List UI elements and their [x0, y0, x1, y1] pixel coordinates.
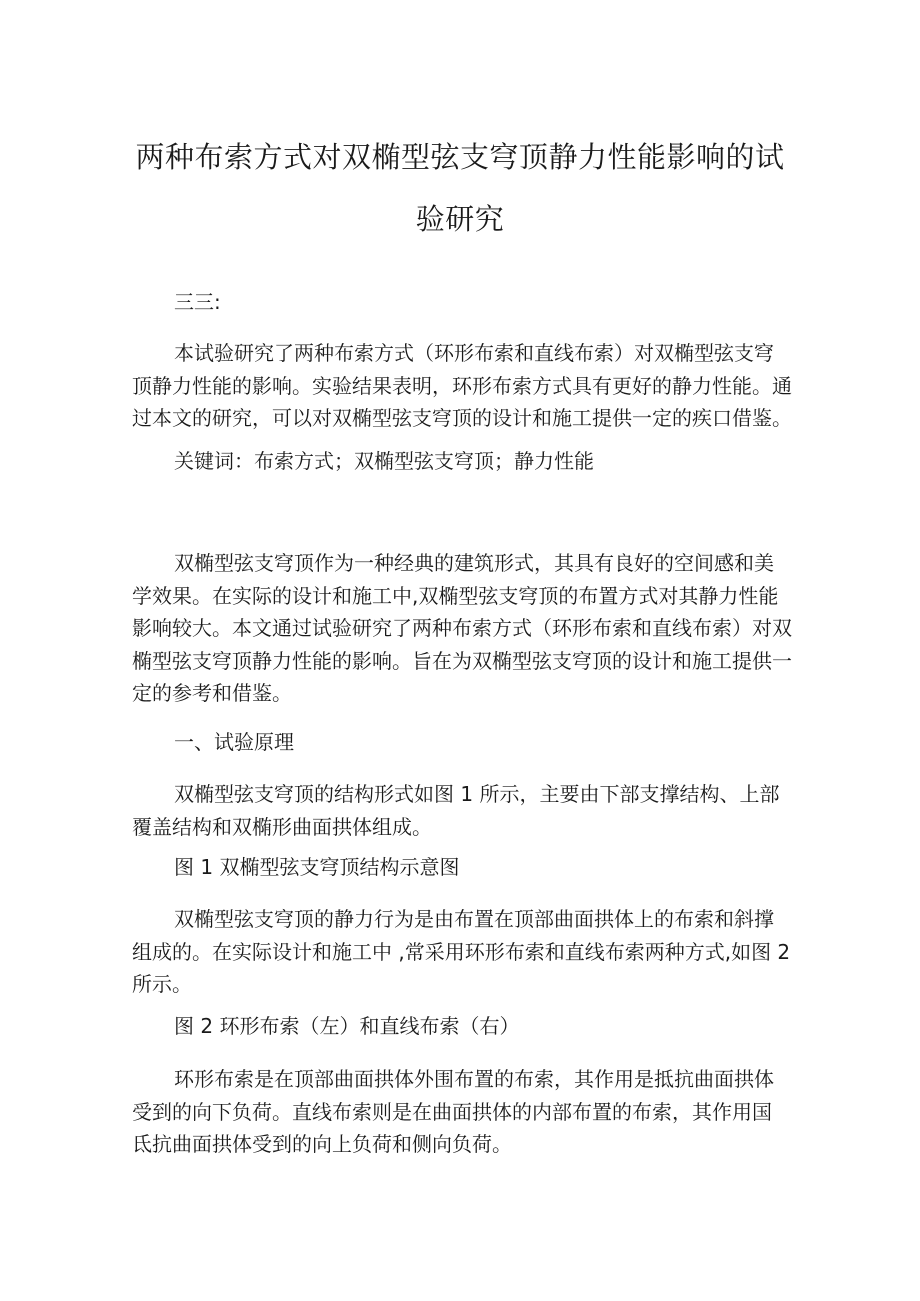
paragraph-line: 环形布索是在顶部曲面拱体外围布置的布索，其作用是抵抗曲面拱体: [174, 1067, 774, 1091]
abstract-paragraph: [132, 337, 792, 435]
abstract-line: 顶静力性能的影响。实验结果表明，环形布索方式具有更好的静力性能。通: [132, 373, 792, 398]
intro-line: 椭型弦支穹顶静力性能的影响。旨在为双椭型弦支穹顶的设计和施工提供一: [132, 648, 792, 673]
intro-line: 双椭型弦支穹顶作为一种经典的建筑形式，其具有良好的空间感和美: [174, 551, 774, 575]
section1-paragraph-3: [132, 1063, 792, 1161]
document-title-line-2: 验研究: [415, 202, 505, 236]
paragraph-line: 所示。: [132, 972, 192, 996]
section1-paragraph-1: [132, 778, 792, 843]
paragraph-line: 覆盖结构和双椭形曲面拱体组成。: [132, 814, 432, 839]
paragraph-line: 氐抗曲面拱体受到的向上负荷和侧向负荷。: [132, 1132, 512, 1156]
intro-line: 影响较大。本文通过试验研究了两种布索方式（环形布索和直线布索）对双: [132, 616, 792, 640]
paragraph-line: 双椭型弦支穹顶的结构形式如图 1 所示，主要由下部支撑结构、上部: [174, 782, 780, 806]
figure-2-caption: 图 2 环形布索（左）和直线布索（右）: [174, 1014, 520, 1038]
figure-1-caption: 图 1 双椭型弦支穹顶结构示意图: [174, 855, 460, 879]
intro-line: 学效果。在实际的设计和施工中,双椭型弦支穹顶的布置方式对其静力性能: [132, 583, 779, 608]
paragraph-line: 组成的。在实际设计和施工中 ,常采用环形布索和直线布索两种方式,如图 2: [132, 939, 791, 964]
paragraph-line: 双椭型弦支穹顶的静力行为是由布置在顶部曲面拱体上的布索和斜撑: [174, 907, 774, 931]
paragraph-line: 受到的向下负荷。直线布索则是在曲面拱体的内部布置的布索，其作用国: [132, 1099, 772, 1124]
intro-paragraph: [132, 547, 792, 710]
section1-paragraph-2: [132, 903, 792, 1001]
abstract-line: 本试验研究了两种布索方式（环形布索和直线布索）对双椭型弦支穹: [174, 341, 774, 365]
document-title-line-1: 两种布索方式对双椭型弦支穹顶静力性能影响的试: [135, 140, 785, 174]
abstract-line: 过本文的研究，可以对双椭型弦支穹顶的设计和施工提供一定的疾口借鉴。: [132, 406, 792, 430]
abstract-heading: 三三:: [174, 290, 221, 314]
section-heading: 一、试验原理: [174, 730, 294, 754]
intro-line: 定的参考和借鉴。: [132, 681, 292, 705]
keywords-line: 关键词：布索方式；双椭型弦支穹顶；静力性能: [174, 449, 594, 473]
